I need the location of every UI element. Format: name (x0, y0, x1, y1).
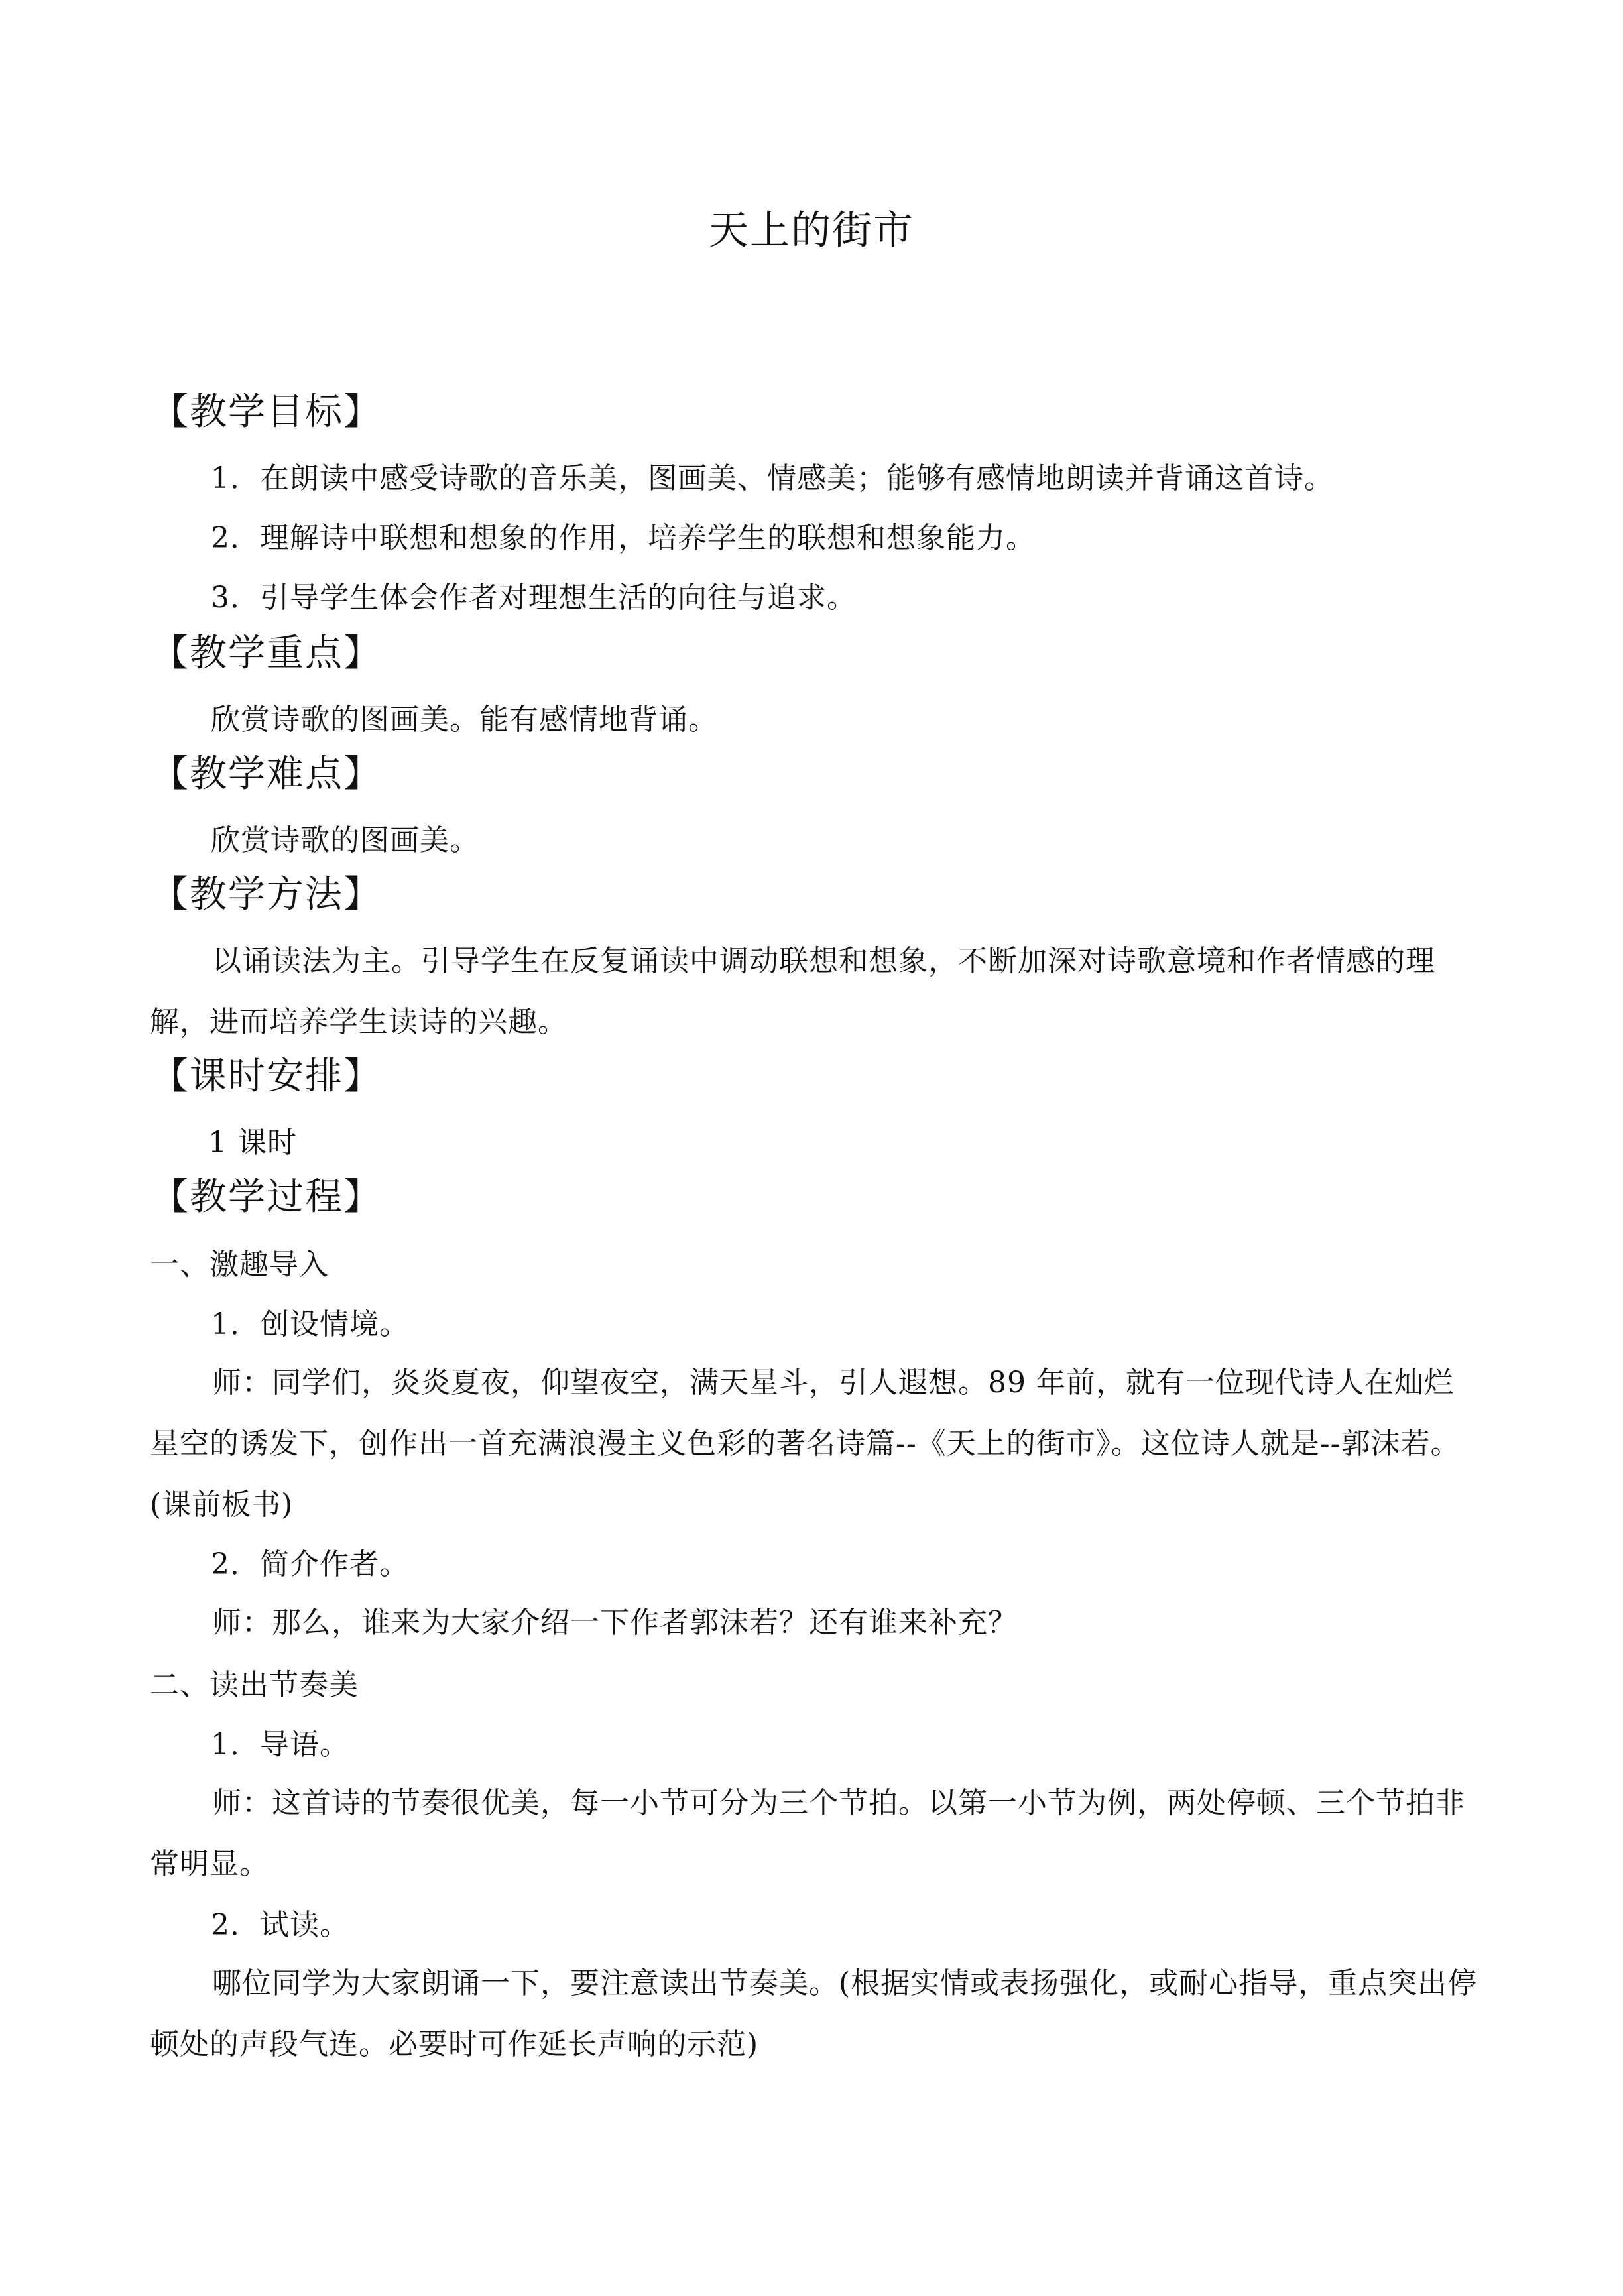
heading-difficulties: 【教学难点】 (151, 753, 382, 796)
process-part2-step2: 2．试读。 (211, 1908, 349, 1942)
process-part2-para2: 哪位同学为大家朗诵一下，要注意读出节奏美。(根据实情或表扬强化，或耐心指导，重点突出停顿处的声段气连。必要时可作延长声响的示范) (150, 1966, 1478, 2061)
process-part1-step2: 2．简介作者。 (211, 1547, 409, 1581)
process-part2-step1: 1．导语。 (211, 1728, 349, 1762)
goal-item-1: 1．在朗读中感受诗歌的音乐美，图画美、情感美；能够有感情地朗读并背诵这首诗。 (211, 461, 1334, 495)
heading-process: 【教学过程】 (151, 1176, 382, 1219)
heading-schedule: 【课时安排】 (151, 1055, 382, 1098)
process-part2-para1: 师：这首诗的节奏很优美，每一小节可分为三个节拍。以第一小节为例，两处停顿、三个节拍非常明显。 (150, 1786, 1465, 1881)
document-title: 天上的街市 (709, 208, 914, 254)
schedule-text: 1 课时 (208, 1126, 297, 1160)
process-part1-para2: 师：那么，谁来为大家介绍一下作者郭沫若？还有谁来补充？ (212, 1606, 1018, 1640)
heading-methods: 【教学方法】 (151, 873, 382, 916)
difficulties-text: 欣赏诗歌的图画美。 (211, 823, 479, 857)
goal-item-3: 3．引导学生体会作者对理想生活的向往与追求。 (211, 581, 857, 615)
process-part1-para1: 师：同学们，炎炎夏夜，仰望夜空，满天星斗，引人遐想。89 年前，就有一位现代诗人在灿烂星空的诱发下，创作出一首充满浪漫主义色彩的著名诗篇--《天上的街市》。这位诗人就是--郭沫若。(课前板书) (150, 1366, 1461, 1522)
heading-teaching-goals: 【教学目标】 (151, 391, 382, 434)
process-part1-title: 一、激趣导入 (150, 1248, 329, 1282)
heading-key-points: 【教学重点】 (151, 632, 382, 675)
process-part1-step1: 1．创设情境。 (211, 1307, 409, 1341)
key-points-text: 欣赏诗歌的图画美。能有感情地背诵。 (211, 703, 718, 737)
methods-text: 以诵读法为主。引导学生在反复诵读中调动联想和想象，不断加深对诗歌意境和作者情感的理解，进而培养学生读诗的兴趣。 (150, 944, 1435, 1039)
goal-item-2: 2．理解诗中联想和想象的作用，培养学生的联想和想象能力。 (211, 521, 1036, 555)
process-part2-title: 二、读出节奏美 (150, 1668, 359, 1702)
